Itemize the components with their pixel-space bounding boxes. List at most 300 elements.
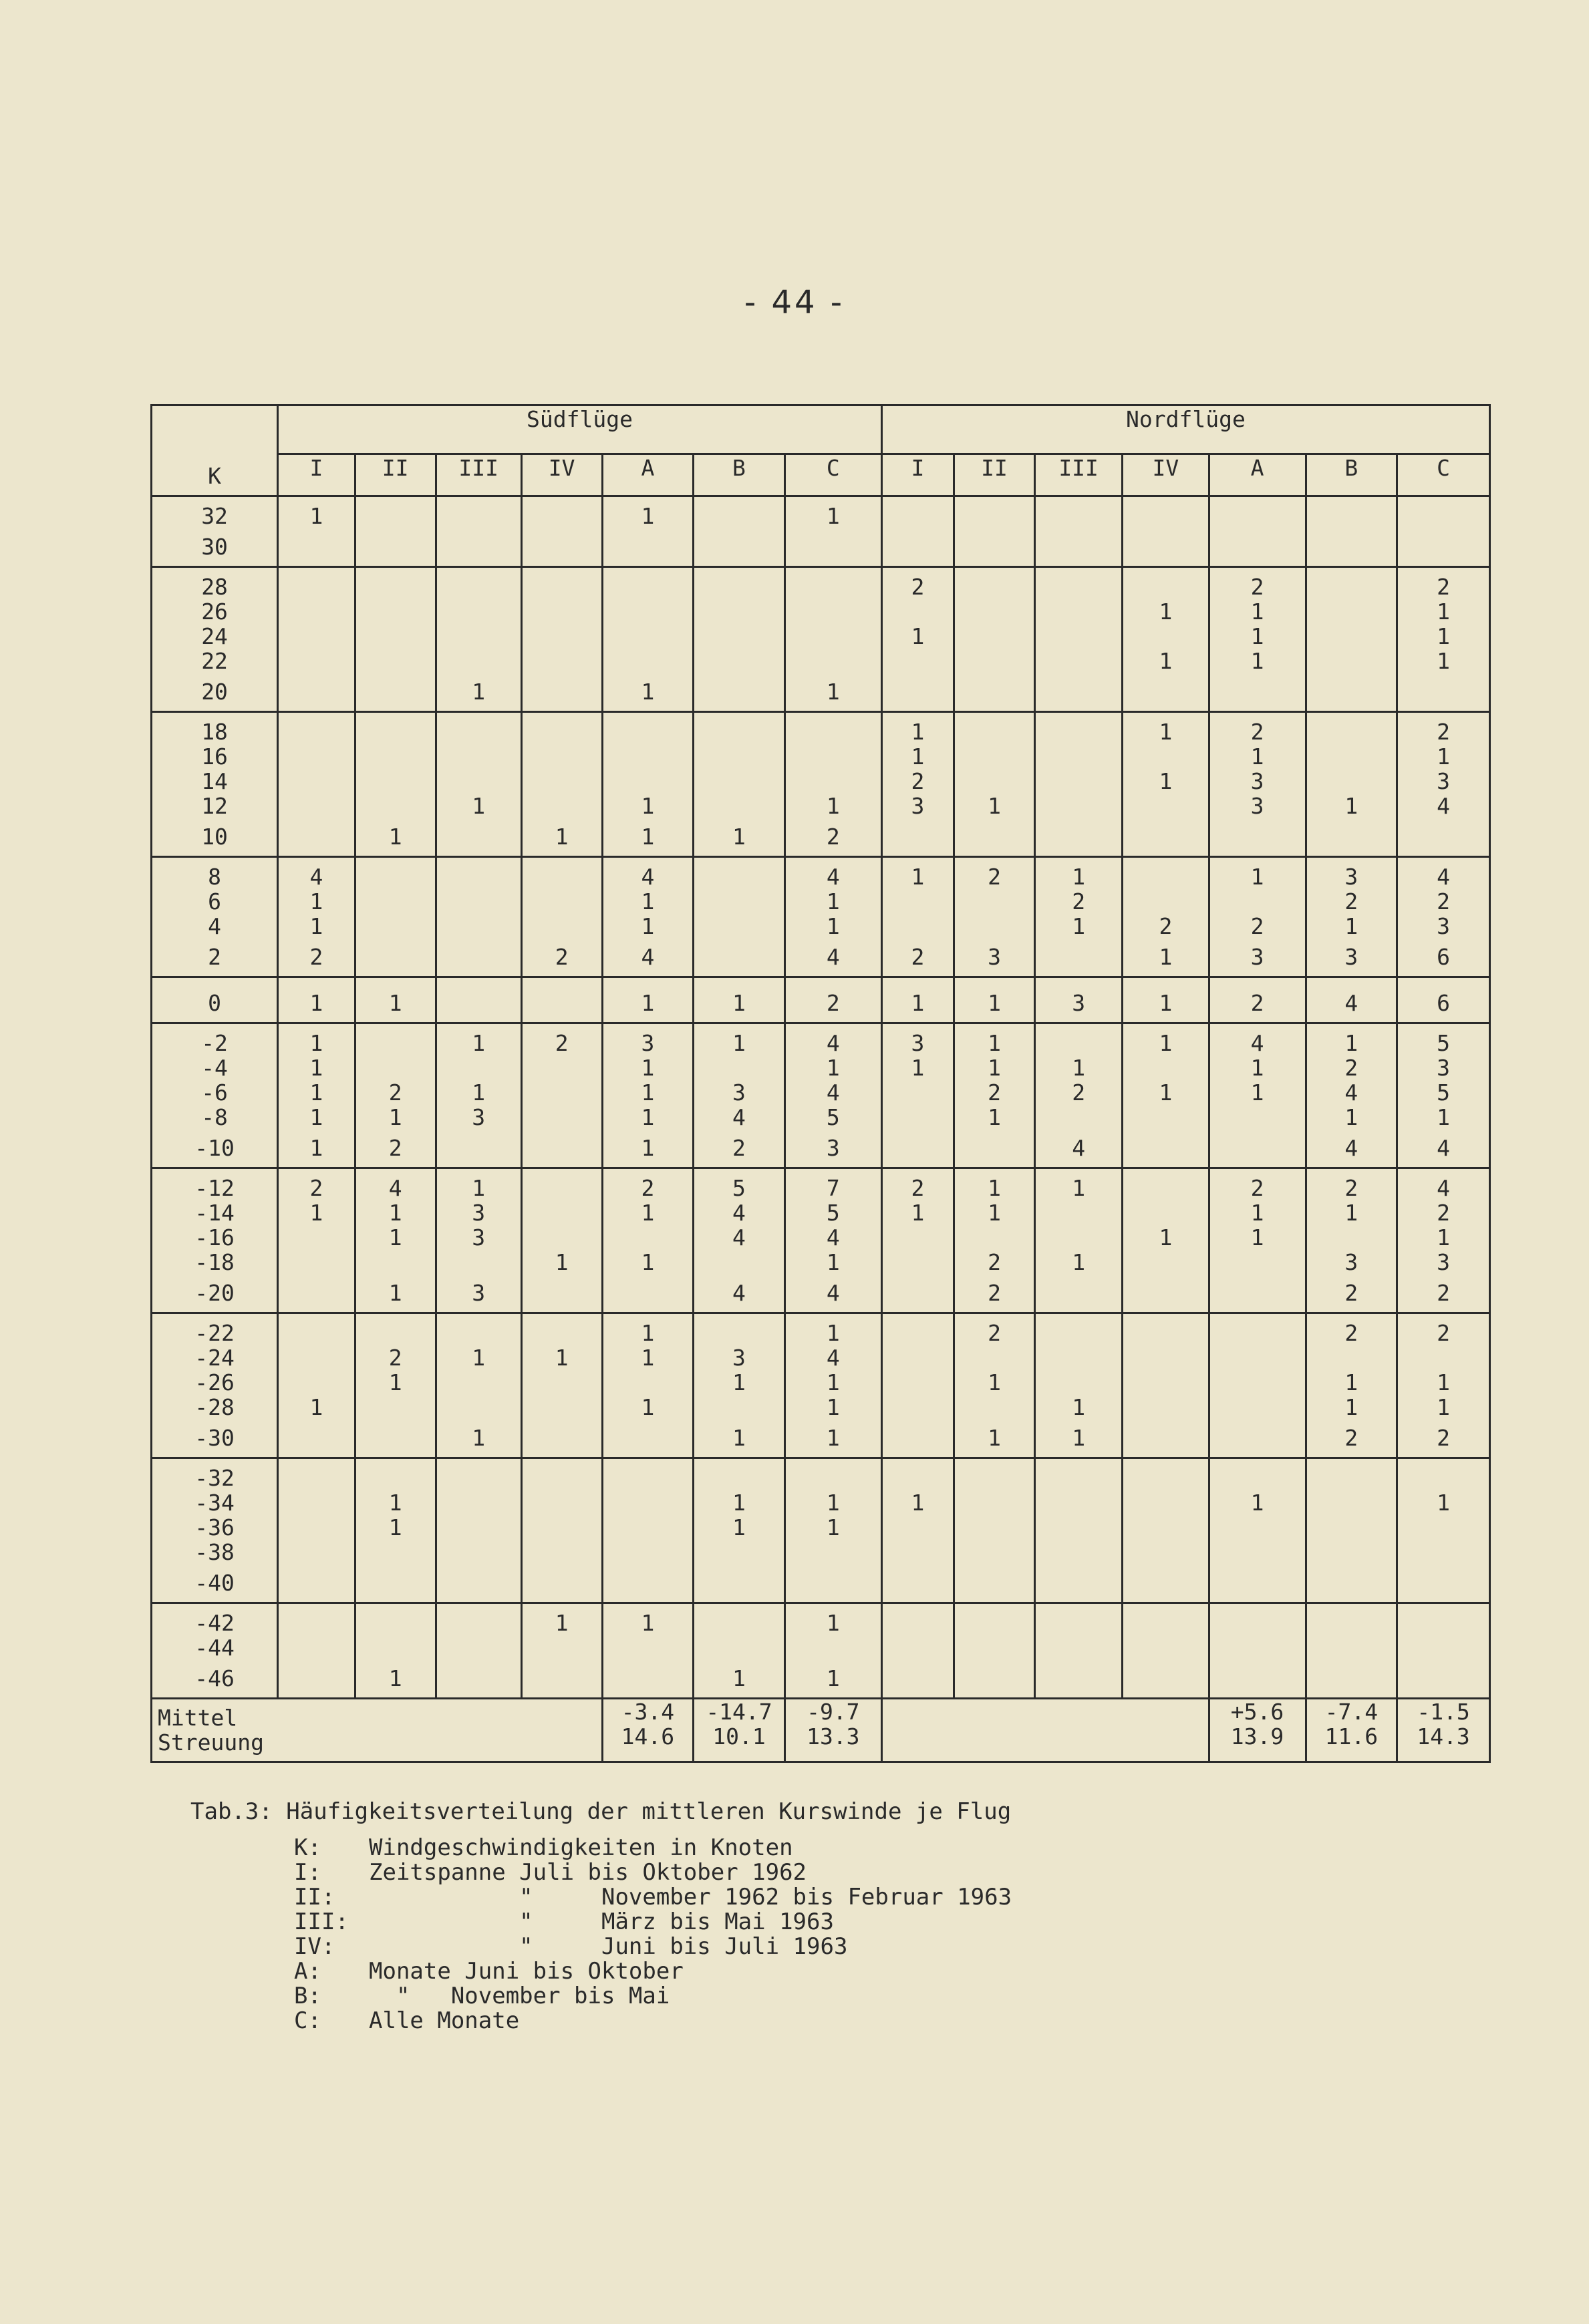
k-cell	[152, 567, 278, 712]
summary-label	[152, 1699, 603, 1762]
cell-value	[1036, 719, 1121, 744]
cell-value	[883, 1225, 953, 1250]
cell-value: 2	[1437, 574, 1450, 600]
cell-value	[694, 1395, 784, 1420]
cell-value	[523, 1420, 601, 1457]
cell-value	[523, 504, 601, 528]
cell-value	[1210, 1420, 1305, 1457]
cell-value: 1	[309, 1104, 323, 1130]
south-cell	[784, 1023, 881, 1168]
cell-value: 1	[472, 1345, 486, 1371]
cell-value: 4	[1344, 1080, 1358, 1106]
cell-value: 1	[826, 1490, 840, 1516]
south-cell	[278, 1458, 355, 1603]
header-k-label: K	[208, 463, 221, 489]
cell-value: 1	[388, 990, 402, 1016]
cell-value	[356, 939, 435, 976]
k-value: -20	[194, 1280, 235, 1306]
k-cell	[152, 712, 278, 857]
cell-value	[1123, 1130, 1207, 1167]
cell-value	[883, 649, 953, 673]
cell-value	[437, 504, 521, 528]
table-row-group	[152, 977, 1490, 1023]
k-value: -6	[201, 1080, 228, 1106]
cell-value: 3	[472, 1280, 486, 1306]
cell-value: 3	[826, 1135, 840, 1161]
cell-value	[883, 673, 953, 711]
cell-value: 1	[641, 1320, 655, 1346]
cell-value: 2	[641, 1175, 655, 1201]
k-value: 24	[201, 623, 228, 649]
cell-value: 1	[1437, 743, 1450, 770]
cell-value: 2	[1250, 574, 1264, 600]
south-cell	[602, 1023, 694, 1168]
cell-value	[694, 624, 784, 649]
cell-value	[356, 1055, 435, 1080]
cell-value: 5	[1437, 1080, 1450, 1106]
k-value: 10	[201, 824, 228, 850]
cell-value	[1307, 624, 1397, 649]
south-cell	[521, 496, 602, 567]
cell-value	[1123, 1176, 1207, 1200]
table-row-group	[152, 1313, 1490, 1458]
cell-value	[883, 1540, 953, 1564]
cell-value: 4	[826, 864, 840, 890]
cell-value: 1	[826, 1320, 840, 1346]
cell-value: 3	[1250, 768, 1264, 794]
table-row-group	[152, 496, 1490, 567]
cell-value	[356, 1540, 435, 1564]
south-cell	[694, 712, 785, 857]
cell-value: 1	[1437, 599, 1450, 625]
legend-key: K:	[294, 1834, 321, 1861]
cell-value	[279, 719, 354, 744]
cell-value	[279, 574, 354, 599]
summary-value: 13.9	[1230, 1723, 1284, 1750]
cell-value: 2	[1159, 913, 1173, 939]
cell-value: 1	[911, 719, 925, 745]
south-cell	[602, 1168, 694, 1313]
cell-value	[694, 1055, 784, 1080]
cell-value	[1210, 1395, 1305, 1420]
summary-blank	[881, 1699, 1209, 1762]
k-value: 20	[201, 679, 228, 705]
south-cell	[521, 1603, 602, 1699]
cell-value	[356, 719, 435, 744]
north-cell	[1034, 1313, 1122, 1458]
cell-value: 2	[1072, 888, 1086, 915]
cell-value: 3	[1437, 913, 1450, 939]
cell-value	[1123, 1200, 1207, 1225]
cell-value: 1	[1437, 1490, 1450, 1516]
cell-value	[1307, 673, 1397, 711]
cell-value	[1123, 1564, 1207, 1602]
table-row-group	[152, 857, 1490, 977]
cell-value: 2	[1437, 1200, 1450, 1226]
cell-value	[437, 818, 521, 856]
south-cell	[278, 1023, 355, 1168]
k-value: 8	[208, 864, 221, 890]
k-value: -2	[201, 1030, 228, 1056]
south-cell	[602, 496, 694, 567]
north-cell	[1209, 977, 1306, 1023]
cell-value: 4	[826, 1080, 840, 1106]
south-cell	[784, 977, 881, 1023]
cell-value	[523, 1660, 601, 1697]
cell-value: 1	[388, 1280, 402, 1306]
summary-value: 13.3	[807, 1723, 860, 1750]
north-cell	[954, 977, 1035, 1023]
cell-value: 1	[641, 679, 655, 705]
cell-value: 2	[1437, 719, 1450, 745]
cell-value	[356, 1611, 435, 1635]
cell-value	[356, 673, 435, 711]
north-cell	[1034, 1168, 1122, 1313]
cell-value	[955, 1225, 1034, 1250]
cell-value: 2	[388, 1080, 402, 1106]
cell-value: 3	[1344, 944, 1358, 970]
south-cell	[278, 712, 355, 857]
cell-value	[523, 599, 601, 624]
cell-value	[279, 599, 354, 624]
cell-value	[523, 1370, 601, 1395]
cell-value: 1	[1250, 1490, 1264, 1516]
cell-value	[1307, 1540, 1397, 1564]
cell-value: 1	[911, 1490, 925, 1516]
cell-value: 1	[1344, 793, 1358, 819]
cell-value	[603, 1515, 693, 1540]
cell-value	[279, 624, 354, 649]
north-cell	[881, 1603, 954, 1699]
cell-value	[603, 744, 693, 769]
cell-value	[437, 1611, 521, 1635]
cell-value	[523, 719, 601, 744]
cell-value: 2	[1437, 1280, 1450, 1306]
k-value: 16	[201, 743, 228, 770]
cell-value: 1	[641, 990, 655, 1016]
cell-value	[603, 1635, 693, 1660]
cell-value	[1036, 794, 1121, 818]
cell-value: 1	[1437, 1369, 1450, 1395]
cell-value	[279, 1611, 354, 1635]
cell-value	[1210, 504, 1305, 528]
cell-value	[1210, 1466, 1305, 1490]
cell-value: 3	[732, 1345, 746, 1371]
cell-value	[1036, 673, 1121, 711]
cell-value	[1123, 864, 1207, 889]
cell-value	[786, 719, 881, 744]
cell-value	[1036, 1345, 1121, 1370]
cell-value	[437, 1321, 521, 1345]
cell-value	[1307, 574, 1397, 599]
cell-value: 3	[641, 1030, 655, 1056]
cell-value: 2	[1437, 1425, 1450, 1451]
south-cell	[784, 1313, 881, 1458]
cell-value: 1	[1072, 1175, 1086, 1201]
cell-value	[1210, 1635, 1305, 1660]
cell-value	[1036, 1466, 1121, 1490]
cell-value	[279, 1660, 354, 1697]
cell-value	[279, 1515, 354, 1540]
cell-value	[1123, 528, 1207, 566]
cell-value	[1123, 1105, 1207, 1130]
cell-value: 1	[309, 1135, 323, 1161]
south-cell	[784, 496, 881, 567]
cell-value: 1	[309, 990, 323, 1016]
legend-key: I:	[294, 1859, 321, 1886]
cell-value: 1	[988, 1425, 1001, 1451]
cell-value	[1398, 1564, 1489, 1602]
cell-value	[786, 1635, 881, 1660]
legend-row	[294, 1935, 1012, 1959]
cell-value	[1210, 1515, 1305, 1540]
cell-value: 1	[309, 1080, 323, 1106]
cell-value	[1036, 1490, 1121, 1515]
north-summary-b	[1306, 1699, 1397, 1762]
cell-value: 1	[1159, 1224, 1173, 1251]
cell-value: 1	[388, 1514, 402, 1540]
cell-value: 4	[826, 1224, 840, 1251]
south-cell	[694, 1458, 785, 1603]
cell-value: 2	[988, 864, 1001, 890]
cell-value: 4	[1072, 1135, 1086, 1161]
cell-value: 1	[1250, 1200, 1264, 1226]
cell-value: 1	[555, 1249, 569, 1275]
cell-value	[356, 528, 435, 566]
cell-value: 1	[1250, 623, 1264, 649]
table-row-group	[152, 1168, 1490, 1313]
cell-value	[1123, 574, 1207, 599]
cell-value	[523, 864, 601, 889]
k-value: 30	[201, 534, 228, 560]
cell-value: 5	[826, 1104, 840, 1130]
cell-value: 5	[1437, 1030, 1450, 1056]
cell-value	[955, 1540, 1034, 1564]
cell-value	[955, 818, 1034, 856]
cell-value	[279, 1250, 354, 1275]
cell-value: 2	[555, 944, 569, 970]
cell-value	[1123, 1420, 1207, 1457]
south-cell	[521, 712, 602, 857]
cell-value	[1123, 1275, 1207, 1312]
south-cell	[694, 857, 785, 977]
cell-value: 1	[1072, 1425, 1086, 1451]
k-value: 2	[208, 944, 221, 970]
north-col-header-c: C	[1397, 454, 1490, 496]
cell-value: 2	[732, 1135, 746, 1161]
south-cell	[521, 857, 602, 977]
cell-value	[523, 769, 601, 794]
cell-value	[523, 1515, 601, 1540]
cell-value: 1	[641, 1055, 655, 1081]
south-cell	[694, 567, 785, 712]
cell-value: 1	[911, 623, 925, 649]
k-cell	[152, 1313, 278, 1458]
south-cell	[784, 1603, 881, 1699]
cell-value	[883, 1080, 953, 1105]
south-cell	[355, 1023, 436, 1168]
cell-value	[1210, 673, 1305, 711]
cell-value	[955, 504, 1034, 528]
north-cell	[1306, 1458, 1397, 1603]
cell-value	[523, 1130, 601, 1167]
cell-value: 2	[1344, 888, 1358, 915]
cell-value: 1	[1437, 648, 1450, 674]
cell-value	[437, 719, 521, 744]
cell-value: 3	[1437, 768, 1450, 794]
cell-value: 2	[1344, 1175, 1358, 1201]
cell-value	[1307, 1564, 1397, 1602]
north-cell	[1034, 857, 1122, 977]
cell-value	[437, 864, 521, 889]
cell-value: 4	[1344, 1135, 1358, 1161]
cell-value: 1	[1344, 1369, 1358, 1395]
cell-value	[437, 939, 521, 976]
cell-value	[1036, 574, 1121, 599]
north-cell	[1306, 496, 1397, 567]
north-col-header-a: A	[1209, 454, 1306, 496]
legend-key: B:	[294, 1983, 321, 2009]
north-cell	[881, 496, 954, 567]
k-value: -34	[194, 1490, 235, 1516]
cell-value	[279, 1275, 354, 1312]
cell-value	[955, 1564, 1034, 1602]
cell-value	[955, 744, 1034, 769]
cell-value	[523, 914, 601, 939]
k-value: -30	[194, 1425, 235, 1451]
cell-value	[603, 769, 693, 794]
cell-value	[694, 673, 784, 711]
cell-value	[1307, 599, 1397, 624]
north-cell	[881, 1458, 954, 1603]
south-cell	[355, 1603, 436, 1699]
cell-value	[356, 914, 435, 939]
cell-value: 2	[988, 1280, 1001, 1306]
north-cell	[1034, 1023, 1122, 1168]
cell-value	[1210, 818, 1305, 856]
cell-value: 1	[1159, 1080, 1173, 1106]
cell-value	[883, 889, 953, 914]
cell-value	[603, 1225, 693, 1250]
cell-value	[883, 1105, 953, 1130]
cell-value	[694, 1611, 784, 1635]
cell-value	[955, 673, 1034, 711]
cell-value: 2	[1344, 1055, 1358, 1081]
north-cell	[1209, 1603, 1306, 1699]
cell-value	[603, 1660, 693, 1697]
cell-value: 1	[1344, 913, 1358, 939]
cell-value	[603, 1420, 693, 1457]
cell-value: 1	[472, 679, 486, 705]
cell-value	[1210, 1250, 1305, 1275]
k-value: 14	[201, 768, 228, 794]
cell-value	[1036, 1200, 1121, 1225]
cell-value	[1398, 673, 1489, 711]
cell-value	[883, 1275, 953, 1312]
north-cell	[1123, 1458, 1209, 1603]
cell-value: 6	[1437, 944, 1450, 970]
summary-value: -3.4	[621, 1699, 675, 1725]
cell-value	[1210, 1564, 1305, 1602]
south-cell	[602, 1603, 694, 1699]
north-cell	[954, 496, 1035, 567]
legend-text: " Juni bis Juli 1963	[369, 1933, 848, 1960]
cell-value: 1	[1344, 1030, 1358, 1056]
k-value: -10	[194, 1135, 235, 1161]
cell-value	[603, 1540, 693, 1564]
cell-value: 2	[911, 768, 925, 794]
cell-value: 2	[1250, 1175, 1264, 1201]
south-cell	[694, 1168, 785, 1313]
cell-value	[955, 769, 1034, 794]
north-cell	[1209, 712, 1306, 857]
cell-value	[883, 599, 953, 624]
south-cell	[521, 1023, 602, 1168]
header-south-group: Südflüge	[278, 405, 882, 454]
cell-value	[279, 1564, 354, 1602]
cell-value	[883, 1250, 953, 1275]
header-north-group: Nordflüge	[881, 405, 1489, 454]
k-value: 26	[201, 599, 228, 625]
cell-value: 1	[309, 913, 323, 939]
south-cell	[602, 857, 694, 977]
cell-value	[523, 673, 601, 711]
cell-value	[523, 624, 601, 649]
cell-value: 2	[388, 1345, 402, 1371]
cell-value	[694, 1466, 784, 1490]
cell-value: 1	[988, 793, 1001, 819]
south-cell	[278, 1168, 355, 1313]
south-cell	[602, 1458, 694, 1603]
cell-value	[786, 599, 881, 624]
cell-value	[1123, 1321, 1207, 1345]
north-cell	[1034, 496, 1122, 567]
cell-value	[1123, 1370, 1207, 1395]
north-cell	[1123, 857, 1209, 977]
south-col-header-c: C	[784, 454, 881, 496]
south-cell	[278, 857, 355, 977]
cell-value: 1	[1344, 1104, 1358, 1130]
cell-value	[955, 624, 1034, 649]
table-row-group	[152, 1458, 1490, 1603]
cell-value: 1	[309, 1394, 323, 1420]
cell-value	[356, 769, 435, 794]
cell-value	[1123, 1660, 1207, 1697]
cell-value	[603, 574, 693, 599]
cell-value	[1123, 1635, 1207, 1660]
cell-value	[1036, 744, 1121, 769]
table-row-group	[152, 712, 1490, 857]
cell-value: 1	[826, 679, 840, 705]
cell-value	[1307, 769, 1397, 794]
legend-text: " November bis Mai	[369, 1983, 670, 2009]
south-cell	[521, 1168, 602, 1313]
cell-value	[356, 1395, 435, 1420]
cell-value	[356, 864, 435, 889]
cell-value: 2	[911, 1175, 925, 1201]
cell-value	[694, 1635, 784, 1660]
cell-value: 1	[1159, 944, 1173, 970]
south-cell	[784, 857, 881, 977]
cell-value	[523, 1564, 601, 1602]
cell-value: 1	[309, 503, 323, 529]
cell-value	[279, 1321, 354, 1345]
cell-value: 4	[641, 864, 655, 890]
cell-value: 3	[1437, 1249, 1450, 1275]
north-cell	[1209, 1313, 1306, 1458]
legend-text: Windgeschwindigkeiten in Knoten	[369, 1834, 793, 1861]
north-cell	[1397, 977, 1490, 1023]
